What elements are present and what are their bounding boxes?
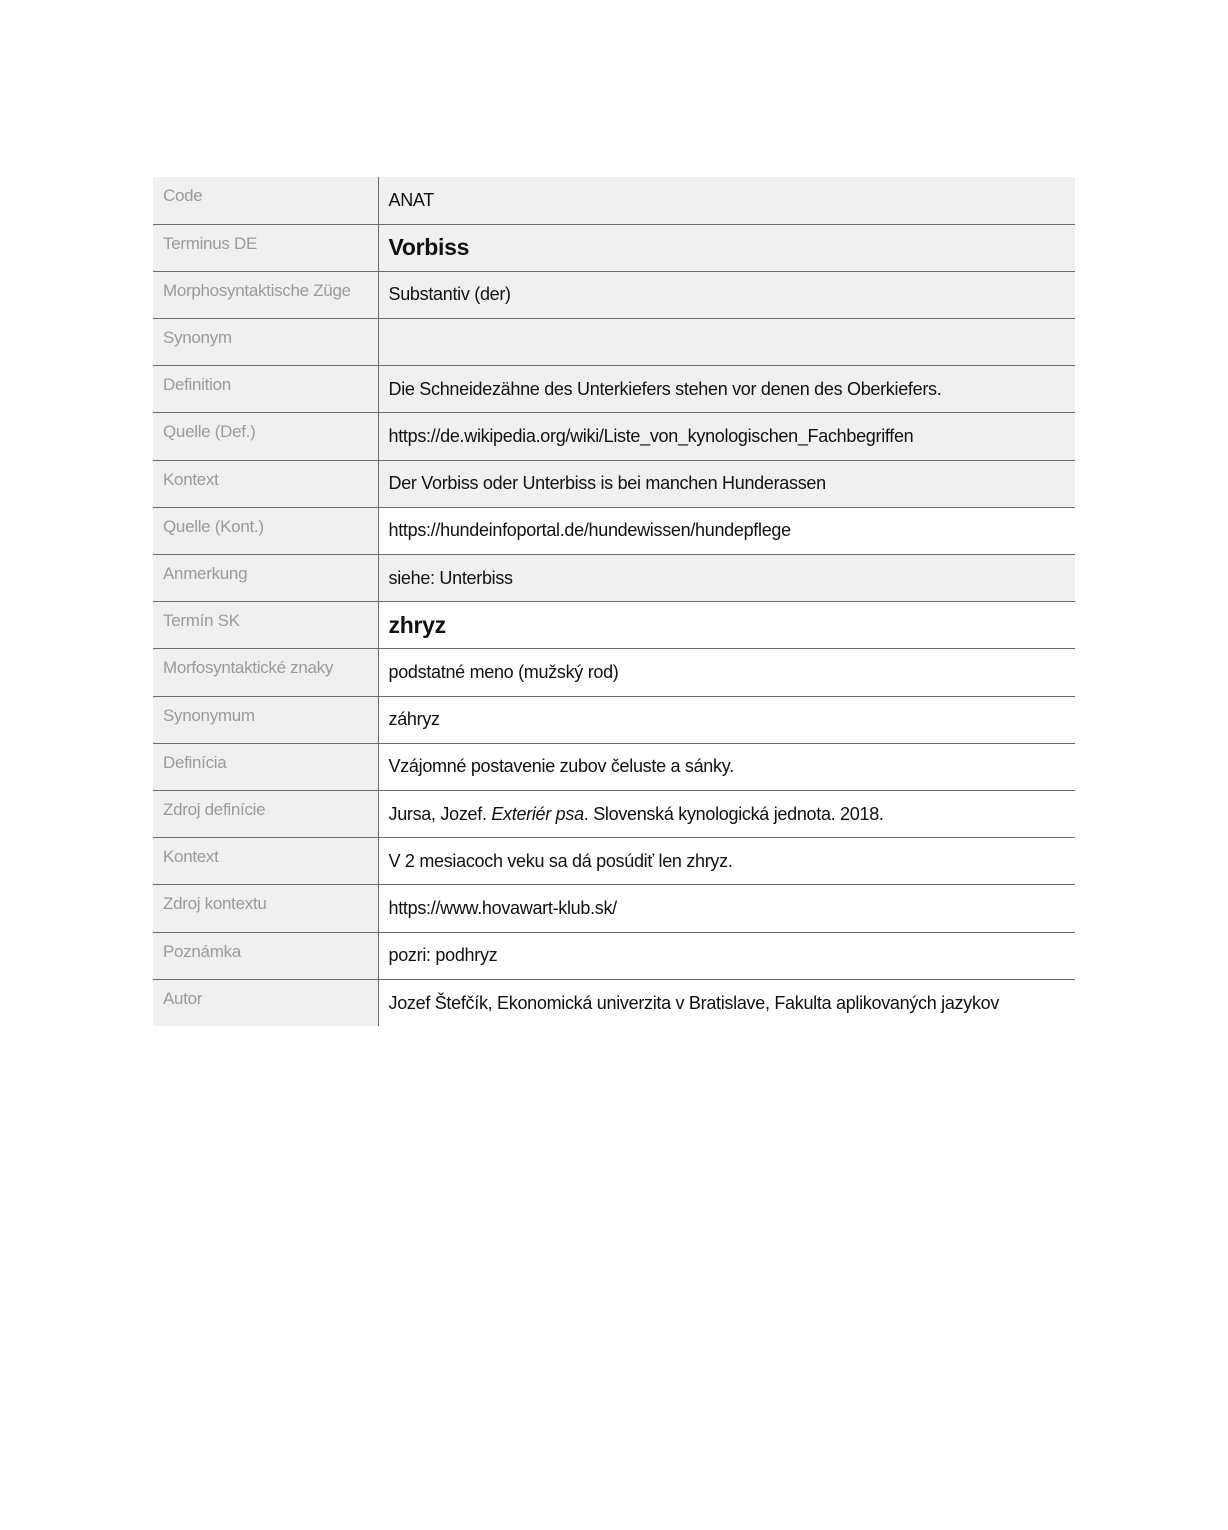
- synonym-de-value: [378, 319, 1075, 366]
- row-label: Kontext: [153, 460, 378, 507]
- code-value: ANAT: [378, 177, 1075, 224]
- row-label: Definícia: [153, 743, 378, 790]
- row-label: Morfosyntaktické znaky: [153, 649, 378, 696]
- table-row-source-def-sk: [153, 790, 1075, 837]
- citation-author: Jursa, Jozef.: [388, 803, 492, 824]
- table-row-source-context-sk: [153, 885, 1075, 932]
- table-row-note-de: [153, 555, 1075, 602]
- citation-title: Exteriér psa: [491, 803, 584, 824]
- definition-de-value: Die Schneidezähne des Unterkiefers stehen vor denen des Oberkiefers.: [378, 366, 1075, 413]
- context-de-value: Der Vorbiss oder Unterbiss is bei manchen Hunderassen: [378, 460, 1075, 507]
- row-label: Zdroj definície: [153, 790, 378, 837]
- source-def-de-value: https://de.wikipedia.org/wiki/Liste_von_kynologischen_Fachbegriffen: [378, 413, 1075, 460]
- note-de-value: siehe: Unterbiss: [378, 555, 1075, 602]
- table-row-author: [153, 979, 1075, 1026]
- source-context-de-value: https://hundeinfoportal.de/hundewissen/hundepflege: [378, 507, 1075, 554]
- row-label: Synonym: [153, 319, 378, 366]
- table-row-context-de: [153, 460, 1075, 507]
- row-label: Code: [153, 177, 378, 224]
- table-row-morph-sk: [153, 649, 1075, 696]
- term-sk-value: zhryz: [378, 602, 1075, 649]
- table-row-definition-de: [153, 366, 1075, 413]
- row-label: Zdroj kontextu: [153, 885, 378, 932]
- citation-publisher: . Slovenská kynologická jednota. 2018.: [583, 803, 884, 824]
- row-label: Morphosyntaktische Züge: [153, 271, 378, 318]
- row-label: Autor: [153, 979, 378, 1026]
- row-label: Kontext: [153, 838, 378, 885]
- table-row-context-sk: [153, 838, 1075, 885]
- morph-sk-value: podstatné meno (mužský rod): [378, 649, 1075, 696]
- table-row-source-def-de: [153, 413, 1075, 460]
- table-row-term-sk: [153, 602, 1075, 649]
- table-row-synonym-sk: [153, 696, 1075, 743]
- row-label: Poznámka: [153, 932, 378, 979]
- row-label: Termín SK: [153, 602, 378, 649]
- author-value: Jozef Štefčík, Ekonomická univerzita v Bratislave, Fakulta aplikovaných jazykov: [378, 979, 1075, 1026]
- source-context-sk-value: https://www.hovawart-klub.sk/: [378, 885, 1075, 932]
- synonym-sk-value: záhryz: [378, 696, 1075, 743]
- row-label: Synonymum: [153, 696, 378, 743]
- table-row-synonym-de: [153, 319, 1075, 366]
- table-row-note-sk: [153, 932, 1075, 979]
- row-label: Quelle (Def.): [153, 413, 378, 460]
- terminology-entry-table: [153, 177, 1075, 1026]
- definition-sk-value: Vzájomné postavenie zubov čeluste a sánky.: [378, 743, 1075, 790]
- note-sk-value: pozri: podhryz: [378, 932, 1075, 979]
- row-label: Terminus DE: [153, 224, 378, 271]
- term-de-value: Vorbiss: [378, 224, 1075, 271]
- morph-de-value: Substantiv (der): [378, 271, 1075, 318]
- table-row-source-context-de: [153, 507, 1075, 554]
- table-row-definition-sk: [153, 743, 1075, 790]
- source-def-sk-value: [378, 790, 1075, 837]
- row-label: Anmerkung: [153, 555, 378, 602]
- table-row-term-de: [153, 224, 1075, 271]
- context-sk-value: V 2 mesiacoch veku sa dá posúdiť len zhryz.: [378, 838, 1075, 885]
- table-row-code: [153, 177, 1075, 224]
- row-label: Quelle (Kont.): [153, 507, 378, 554]
- table-row-morph-de: [153, 271, 1075, 318]
- row-label: Definition: [153, 366, 378, 413]
